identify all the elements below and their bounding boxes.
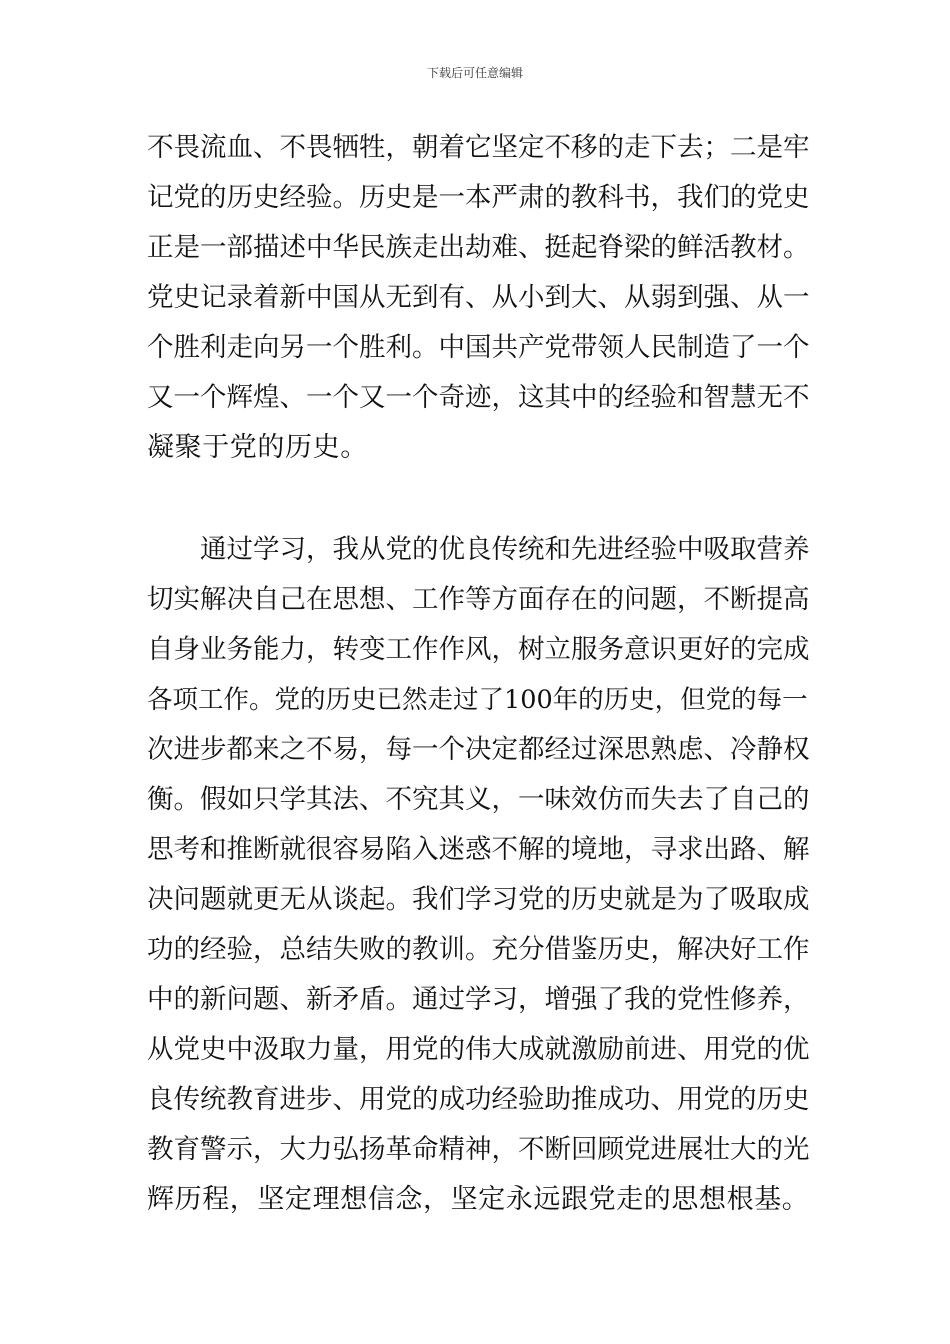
text-line: 又一个辉煌、一个又一个奇迹，这其中的经验和智慧无不 (147, 382, 810, 413)
text-line: 凝聚于党的历史。 (147, 432, 368, 463)
text-line: 自身业务能力，转变工作作风，树立服务意识更好的完成 (147, 634, 810, 665)
text-line: 记党的历史经验。历史是一本严肃的教科书，我们的党史 (147, 182, 810, 213)
text-line: 各项工作。党的历史已然走过了100年的历史，但党的每一 (147, 685, 808, 715)
text-line: 中的新问题、新矛盾。通过学习，增强了我的党性修养， (147, 984, 810, 1015)
text-line: 正是一部描述中华民族走出劫难、挺起脊梁的鲜活教材。 (147, 232, 810, 263)
text-line: 次进步都来之不易，每一个决定都经过深思熟虑、冷静权 (147, 734, 810, 765)
text-line: 良传统教育进步、用党的成功经验助推成功、用党的历史 (147, 1084, 810, 1115)
text-line: 教育警示，大力弘扬革命精神，不断回顾党进展壮大的光 (147, 1134, 810, 1165)
text-line: 党史记录着新中国从无到有、从小到大、从弱到强、从一 (147, 282, 810, 313)
text-line: 辉历程，坚定理想信念，坚定永远跟党走的思想根基。 (147, 1184, 810, 1215)
text-line: 思考和推断就很容易陷入迷惑不解的境地，寻求出路、解 (147, 834, 810, 865)
text-line: 决问题就更无从谈起。我们学习党的历史就是为了吸取成 (147, 884, 810, 915)
text-line: 功的经验，总结失败的教训。充分借鉴历史，解决好工作 (147, 934, 810, 965)
text-line: 衡。假如只学其法、不究其义，一味效仿而失去了自己的 (147, 784, 810, 815)
page-header: 下载后可任意编辑 (426, 66, 523, 80)
text-line: 不畏流血、不畏牺牲，朝着它坚定不移的走下去；二是牢 (147, 132, 810, 163)
text-line: 从党史中汲取力量，用党的伟大成就激励前进、用党的优 (147, 1034, 810, 1065)
text-line: 切实解决自己在思想、工作等方面存在的问题，不断提高 (147, 584, 810, 615)
text-line-first: 通过学习，我从党的优良传统和先进经验中吸取营养 (200, 534, 810, 565)
text-line: 个胜利走向另一个胜利。中国共产党带领人民制造了一个 (147, 332, 810, 363)
